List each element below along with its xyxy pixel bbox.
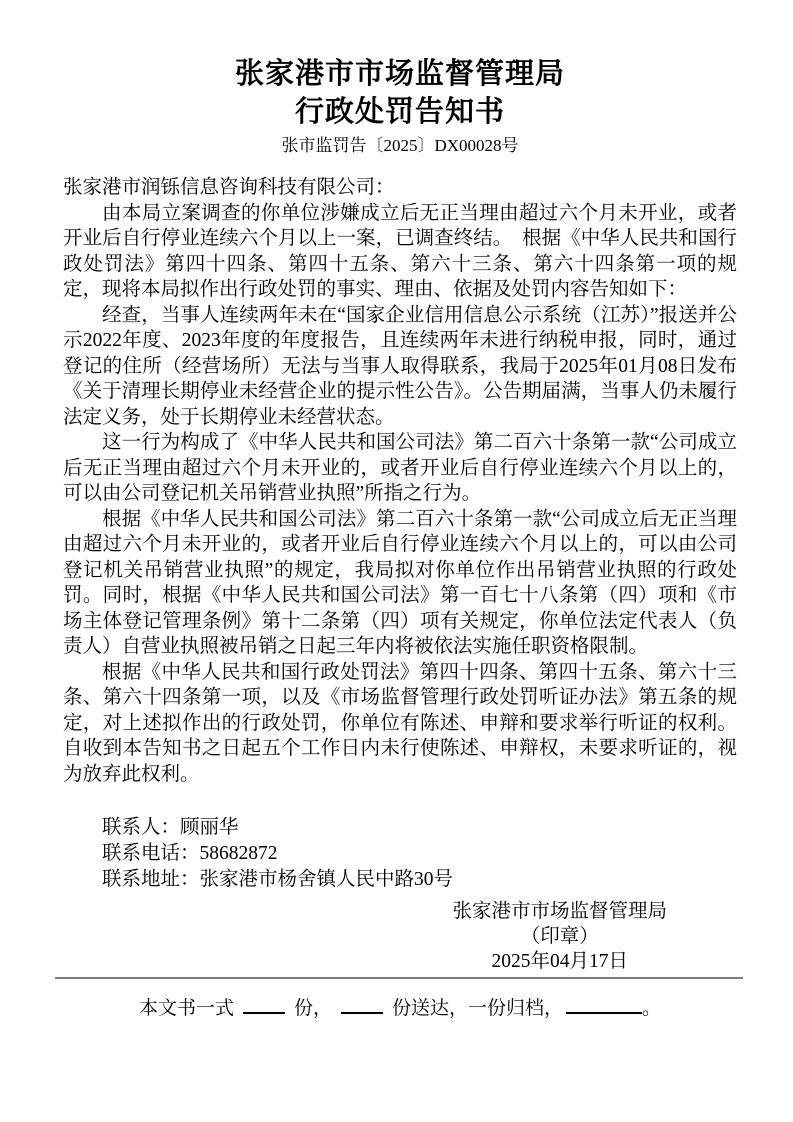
paragraph-case-summary: 由本局立案调查的你单位涉嫌成立后无正当理由超过六个月未开业，或者开业后自行停业连续六个月以上一案，已调查终结。 根据《中华人民共和国行政处罚法》第四十四条、第四十五条、第六十三条、第六十四条第一项的规定，现将本局拟作出行政处罚的事实、理由、依据及处罚内容告知如下：	[63, 202, 737, 300]
contact-block	[63, 815, 737, 893]
paragraph-investigation-findings: 经查，当事人连续两年未在“国家企业信用信息公示系统（江苏）”报送并公示2022年度、2023年度的年度报告，且连续两年未进行纳税申报，同时，通过登记的住所（经营场所）无法与当事人取得联系，我局于2025年01月08日发布《关于清理长期停业未经营企业的提示性公告》。公告期届满，当事人仍未履行法定义务，处于长期停业未经营状态。	[63, 304, 737, 428]
paragraph-violation-determination: 这一行为构成了《中华人民共和国公司法》第二百六十条第一款“公司成立后无正当理由超过六个月未开业的，或者开业后自行停业连续六个月以上的，可以由公司登记机关吊销营业执照”所指之行为。	[63, 432, 737, 504]
recipient-line: 张家港市润铄信息咨询科技有限公司：	[63, 177, 395, 198]
copies-count-blank	[243, 998, 285, 1014]
signature-org-name: 张家港市市场监督管理局	[452, 901, 667, 922]
signature-date: 2025年04月17日	[491, 951, 628, 972]
delivered-count-blank	[341, 998, 383, 1014]
footer-text-copies: 本文书一式	[138, 998, 234, 1019]
contact-person: 联系人：顾丽华	[102, 817, 239, 838]
signature-block	[452, 899, 667, 974]
contact-address: 联系地址：张家港市杨舍镇人民中路30号	[102, 869, 454, 890]
document-body	[63, 201, 737, 788]
footer-text-delivery: 份送达，一份归档，	[392, 998, 564, 1019]
contact-phone: 联系电话：58682872	[102, 843, 278, 864]
paragraph-proposed-penalty: 根据《中华人民共和国公司法》第二百六十条第一款“公司成立后无正当理由超过六个月未开业的，或者开业后自行停业连续六个月以上的，可以由公司登记机关吊销营业执照”的规定，我局拟对你单位作出吊销营业执照的行政处罚。同时，根据《中华人民共和国公司法》第一百七十八条第（四）项和《市场主体登记管理条例》第十二条第（四）项有关规定，你单位法定代表人（负责人）自营业执照被吊销之日起三年内将被依法实施任职资格限制。	[63, 508, 737, 657]
document-number: 张市监罚告〔2025〕DX00028号	[281, 136, 519, 155]
footer-text-fen: 份，	[293, 998, 332, 1019]
document-title: 行政处罚告知书	[294, 96, 505, 128]
remark-blank	[566, 998, 642, 1014]
footer-divider-line	[55, 977, 743, 979]
issuing-authority-title: 张家港市市场监督管理局	[234, 58, 565, 90]
distribution-note	[63, 996, 737, 1022]
paragraph-rights-notice: 根据《中华人民共和国行政处罚法》第四十四条、第四十五条、第六十三条、第六十四条第一项，以及《市场监督管理行政处罚听证办法》第五条的规定，对上述拟作出的行政处罚，你单位有陈述、申辩和要求举行听证的权利。自收到本告知书之日起五个工作日内未行使陈述、申辩权，未要求听证的，视为放弃此权利。	[63, 661, 737, 785]
signature-seal-placeholder: （印章）	[520, 926, 599, 947]
footer-text-period: 。	[642, 998, 662, 1019]
